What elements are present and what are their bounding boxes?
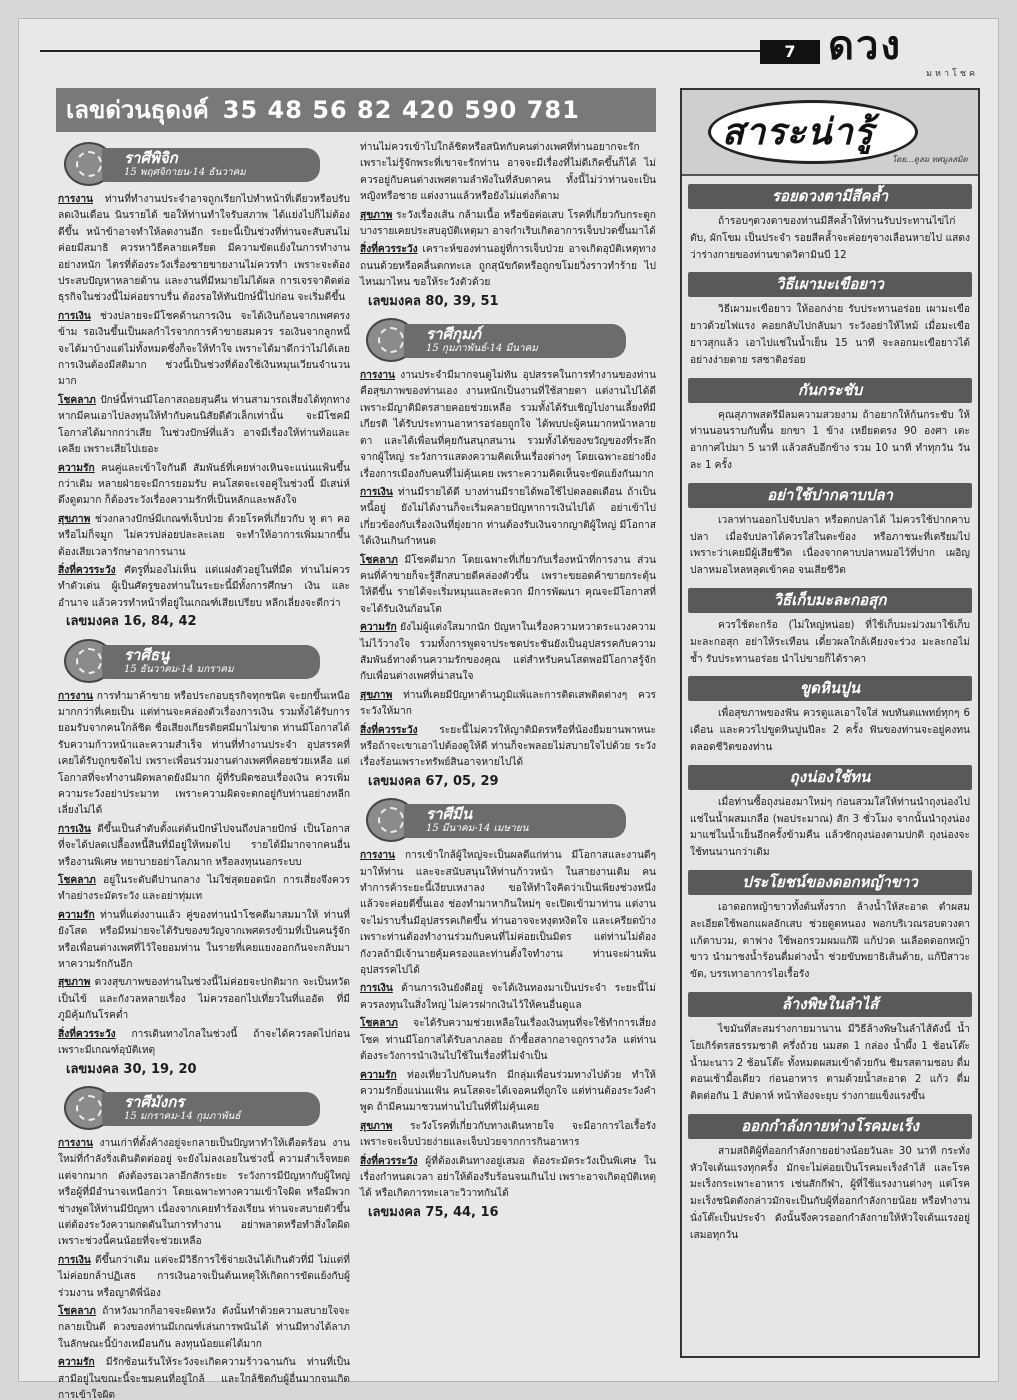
tip-text: ควรใช้ตะกร้อ (ไม่ใหญ่หน่อย) ที่ใช้เก็บมะม่วงมาใช้เก็บมะละกอสุก อย่าให้ระเทือน เดี๋ยวผลใกล้เคียงจะร่วง มะละกอไม่ช้ำ รับประทานอร่อย นำไปขายก็ได้ราคา: [690, 619, 970, 665]
tip-text: เอาดอกหญ้าขาวทั้งต้นทั้งราก ล้างน้ำให้สะอาด ตำผสมละเอียดใช้พอกแผลอักเสบ ช่วยดูดหนอง พอกบริเวณรอบดวงตา แก้ตาบวม, ตาฟาง ใช้พอกรวมผมแก้ฝี แก้ปวด นเลือดดอกหญ้าขาว นำมาชงน้ำร้อนดื่มต่างน้ำ ช่วยขับพยาธิเส้นด้าย, แก้ปีสาวะขัด, บรรเทาอาการไอเรื้อรัง: [690, 901, 970, 981]
sign-ribbon: [404, 324, 626, 358]
paragraph: โชคลาภ ถ้าหวังมากก็อาจจะผิดหวัง ดังนั้นทำด้วยความสบายใจจะกลายเป็นดี ดวงของท่านมีเกณฑ์เล่นการพนันได้ ท่านมีทางได้ลาภในลักษณะนี้บ้างเหมือนกัน ลงทุนน้อยแต่ได้มาก: [58, 1305, 350, 1350]
sign-ribbon: [102, 148, 320, 182]
tip-text: วิธีเผามะเขือยาว ให้ออกง่าย รับประทานอร่อย เผามะเขือยาวด้วยไฟแรง คอยกลับไปกลับมา ระวังอย่าให้ไหม้ เมื่อมะเขือยาวสุกแล้ว เอาไปแช่ในน้ำเย็น 15 นาที จะลอกมะเขือยาวได้อย่างง่ายดาย รสชาติอร่อย: [690, 304, 970, 366]
tip-heading: วิธีเผามะเขือยาว: [688, 272, 972, 297]
sign-header: [360, 318, 656, 362]
logo-text: ดวง: [828, 23, 902, 69]
paragraph: ความรัก ยังไม่ผู้แต่งใสมากนัก ปัญหาในเรื่องความหวาดระแวงความไม่ไว้วางใจ รวมทั้งการพูดจาประชดประชันยังเป็นอุปสรรคกับความสัมพันธ์ทางด้านความรักของคุณ แต่สำหรับคนโสดพอมีโอกาสรู้จักกับเพื่อนต่างเพศที่น่าสนใจ: [360, 622, 656, 683]
paragraph: การเงิน ช่วงปลายจะมีโชคด้านการเงิน จะได้เงินก้อนจากเพศตรงข้าม รอเงินขึ้นเป็นผลกำไรจากการค้าขายสมควร รอเงินจากลูกหนี้จะได้มาบ้างแต่ไม่ทั้งหมดซึ่งก็จะให้ทำใจ เพราะได้มาดีกว่าไม่ได้เลย การเงินต้องมีสติมาก ช่วงนี้เป็นช่วงที่ต้องใช้เงินหมุนเวียนจำนวนมาก: [58, 310, 350, 388]
paragraph: โชคลาภ มีโชคดีมาก โดยเฉพาะที่เกี่ยวกับเรื่องหน้าที่การงาน ส่วนคนที่ค้าขายก็จะรู้สึกสบายดีคล่องตัวขึ้น เพราะขยอดค้าขายกระตุ้นให้ดีขึ้น รายได้จะเริ่มหมุนและสะดวก มีการพัฒนา คุณจะมีโอกาสที่จะได้รับเงินก้อนโต: [360, 554, 656, 615]
tip-text: ถ้ารอบๆดวงตาของท่านมีสีคล้ำให้ท่านรับประทานไข่ไก่ ตับ, ผักโขม เป็นประจำ รอยสีคล้ำจะค่อยๆจางเลือนหายไป แสดงว่าร่างกายของท่านขาดวิตามินบี 12: [690, 216, 970, 261]
tip-heading: ล้างพิษในลำไส้: [688, 992, 972, 1017]
lucky-numbers: เลขมงคล 80, 39, 51: [368, 293, 499, 309]
sign-header: [58, 142, 350, 186]
paragraph: สิ่งที่ควรระวัง ศัตรูที่มองไม่เห็น แต่แฝงตัวอยู่ในที่มืด ท่านไม่ควรทำตัวเด่น ผู้เป็นศัตรูของท่านในระยะนี้มีทั้งการศึกษา เงิน และอำนาจ แล้วควรทำหน้าที่อยู่ในเกณฑ์เสียเปรียบ หลีกเลี่ยงจะดีกว่า: [58, 564, 350, 609]
paragraph: การเงิน ดีขึ้นเป็นลำดับตั้งแต่ต้นปักษ์ไปจนถึงปลายปักษ์ เป็นโอกาสที่จะได้ปลดเปลื้องหนี้สินที่มีอยู่ให้หมดไป รายได้มีมากจากคนอื่นหรืองานพิเศษ หยาบายอย่าโลภมาก หรือลงทุนนอกระบบ: [58, 823, 350, 868]
sign-name: ราศีพิจิก: [124, 149, 178, 167]
column-left: [58, 140, 350, 1400]
sign-header: [360, 798, 656, 842]
paragraph: ท่านไม่ควรเข้าไปใกล้ชิดหรือสนิทกับคนต่างเพศที่ท่านอยากจะรัก เพราะไม่รู้จักพระที่เขาจะรักท่าน อาจจะมีเรื่องที่ไม่ดีเกิดขึ้นก็ได้ ไม่ควรอยู่กับคนต่างเพศตามลำพังในที่ลับตาคน ทั้งนี้ไม่ว่าท่านจะเป็นหญิงหรือชาย แต่งงานแล้วหรือยังไม่แต่งก็ตาม: [360, 142, 656, 203]
tip-heading: ถุงน่องใช้ทน: [688, 765, 972, 790]
paragraph: สิ่งที่ควรระวัง เคราะห์ของท่านอยู่ที่การเจ็บป่วย อาจเกิดอุบัติเหตุทางถนนด้วยหรือคลื่นตกทะเล ถูกสุนัขกัดหรือถูกขโมยวิ่งราวทำร้าย ไปไหนมาไหน ขอให้ระวังตัวด้วย: [360, 244, 656, 289]
tip-text: สามสถิติผู้ที่ออกกำลังกายอย่างน้อยวันละ 30 นาที กระทั่งหัวใจเต้นแรงทุกครั้ง มักจะไม่ค่อยเป็นโรคมะเร็งลำไส้ และโรคมะเร็งกระเพาะอาหาร เช่นสักกีฬา, ผู้ที่ใช้แรงงานต่างๆ แต่โรคมะเร็งชนิดดังกล่าวมักจะเป็นกับผู้ที่ออกกำลังกายน้อย หรือทำงานนั่งโต๊ะเป็นประจำ ดังนั้นจึงควรออกกำลังกายให้หัวใจเต้นแรงอยู่เสมอทุกวัน: [690, 1145, 970, 1241]
sign-name: ราศีมังกร: [124, 1092, 185, 1111]
headline-banner: [56, 88, 656, 132]
paragraph: ความรัก ท่องเที่ยวไปกับคนรัก มีกลุ่มเพื่อนร่วมทางไปด้วย ทำให้ความรักยิ่งแน่นแฟ้น คนโสดจะได้เจอคนที่ถูกใจ แต่ท่านต้องระวังคำพูด ถ้ามีคนมาชวนท่านไปในที่ที่ไม่คุ้นเคย: [360, 1069, 656, 1114]
paragraph: สิ่งที่ควรระวัง การเดินทางไกลในช่วงนี้ ถ้าจะได้ควรลดไปก่อน เพราะมีเกณฑ์อุบัติเหตุ: [58, 1028, 350, 1057]
paragraph: การงาน งานประจำมีมากจนดูไม่ทัน อุปสรรคในการทำงานของท่านคือสุขภาพของท่านเอง งานหนักเป็นงานที่ใช้สายตา แต่งานไปได้ดีเพราะมีญาติมิตรสายคอยช่วยเหลือ รวมทั้งได้รับเชิญไปงานเลี้ยงที่มีเกียรติ ได้รับประทานอาหารอร่อยถูกใจ ได้พบปะผู้คนมากหน้าหลายตา และได้เพื่อนที่คุยกันสนุกสนาน รวมทั้งได้ของขวัญของที่ระลึกจากผู้ใหญ่ ระวังการแสดงความคิดเห็นเรื่องต่างๆ โดยเฉพาะอย่างยิ่งเรื่องการเมืองกับคนที่ไม่คุ้นเคย เพราะความคิดเห็นจะขัดแย้งกันมาก: [360, 370, 656, 480]
paragraph: โชคลาภ จะได้รับความช่วยเหลือในเรื่องเงินทุนที่จะใช้ทำการเสี่ยงโชค ท่านมีโอกาสได้รับลาภลอย ถ้าซื้อสลากอาจถูกรางวัล แต่ท่านต้องระวังการนำเงินไปใช้ในเรื่องที่ไม่จำเป็น: [360, 1018, 656, 1063]
lucky-numbers: เลขมงคล 30, 19, 20: [66, 1061, 197, 1077]
sign-ribbon: [102, 645, 320, 679]
paragraph: การเงิน ด้านการเงินยังดีอยู่ จะได้เงินทองมาเป็นประจำ ระยะนี้ไม่ควรลงทุนในสิ่งใหญ่ ไม่ควรฝากเงินไว้ให้คนอื่นดูแล: [360, 983, 656, 1011]
tip-heading: วิธีเก็บมะละกอสุก: [688, 588, 972, 613]
sign-ribbon: [404, 804, 626, 838]
paragraph: การเงิน ดีขึ้นกว่าเดิม แต่จะมีวิธีการใช้จ่ายเงินได้เกินตัวที่มี ไม่แต่ที่ไม่ค่อยกล้าปฏิเสธ การเงินอาจเป็นต้นเหตุให้เกิดการขัดแย้งกับผู้ร่วมงาน หรือญาติพี่น้อง: [58, 1254, 350, 1299]
tip-heading: ขูดหินปูน: [688, 676, 972, 701]
header-rule: [40, 50, 760, 52]
paragraph: ความรัก ท่านที่แต่งงานแล้ว คู่ของท่านนำโชคดีมาสมมาให้ ท่านที่ยังโสด หรือมีหม่ายจะได้รับของขวัญจากเพศตรงข้ามที่เป็นคนรู้จัก หรือเพื่อนต่างเพศที่ไว้ใจยอมท่าน ในรายที่เคยแยงออกกันจะกลับมาหาความรักกันอีก: [58, 909, 350, 971]
tip-text: เพื่อสุขภาพของฟัน ควรดูแลเอาใจใส่ พบทันตแพทย์ทุกๆ 6 เดือน และควรไปขูดหินปูนปีละ 2 ครั้ง ฟันของท่านจะอยู่คงทนตลอดชีวิตของท่าน: [690, 708, 970, 753]
paragraph: ความรัก มีรักซ้อนเร้นให้ระวังจะเกิดความร้าวฉานกัน ท่านที่เป็นสามีอยู่ในขณะนี้จะชมคนที่อยู่ใกล้ และใกล้ชิดกับผู้อื่นมากจนเกิดการเข้าใจผิด: [58, 1357, 350, 1400]
paragraph: สุขภาพ ท่านที่เคยมีปัญหาด้านภูมิแพ้และการติดเสพติดต่างๆ ควรระวังให้มาก: [360, 689, 656, 718]
paragraph: การงาน การเข้าใกล้ผู้ใหญ่จะเป็นผลดีแก่ท่าน มีโอกาสและงานดีๆ มาให้ท่าน และจะสนับสนุนให้ท่านก้าวหน้า ในสายงานเดิม คนทำการค้าระยะนี้เงียบเหงาลง ขอให้ทำใจคิดว่าเป็นเพียงช่วงหนึ่ง แล้วจะค่อยดีขึ้นเอง ช่องทำมาหากินใหม่ๆ จะเปิดเข้ามาท่าน แต่งานจะไม่ราบรื่นมีอุปสรรคเกิดขึ้น ท่านอาจจะหงุดหงิดใจ และเครียดบ้าง เพราะท่านต้องทำงานร่วมกับคนที่ไม่ค่อยเป็นมิตร แต่ท่านไม่ต้องกังวลถ้ามีเจ้านายคุ้มครองและท่านตั้งใจทำงาน ท่านจะผ่านพ้นอุปสรรคไปได้: [360, 850, 656, 977]
sign-dates: 15 มกราคม-14 กุมภาพันธ์: [124, 1110, 241, 1122]
tip-heading: อย่าใช้ปากคาบปลา: [688, 483, 972, 508]
tip-heading: ประโยชน์ของดอกหญ้าขาว: [688, 870, 972, 895]
paragraph: สุขภาพ ระวังโรคที่เกี่ยวกับทางเดินหายใจ จะมีอาการไอเรื้อรัง เพราะจะเจ็บป่วยง่ายและเจ็บป่วยจากการกินอาหาร: [360, 1120, 656, 1149]
paragraph: สุขภาพ ช่วงกลางปักษ์มีเกณฑ์เจ็บป่วย ด้วยโรคที่เกี่ยวกับ หู ตา คอ หรือไม่ก็จมูก ไม่ควรปล่อยปละละเลย จะทำให้อาการเพิ่มมากขึ้น ต้องเสียเวลารักษาอาการนาน: [58, 513, 350, 558]
knowledge-title-panel: [682, 90, 978, 176]
paragraph: การเงิน ท่านมีรายได้ดี บางท่านมีรายได้พอใช้ไปตลอดเดือน ถ้าเป็นหนี้อยู่ ยังไม่ได้งานก็จะเริ่มคลายปัญหาการเงินไปได้ อย่าเข้าไปเกี่ยวข้องกับเรื่องเงินที่ยุ่งยาก ท่านต้องรับเงินจากญาติผู้ใหญ่ มีโอกาสได้เงินเกินกำหนด: [360, 486, 656, 548]
tip-text: ไขมันที่สะสมร่างกายมานาน มีวิธีล้างพิษในลำไส้ดังนี้ น้ำโยเกิร์ตรสธรรมชาติ ครึ่งถ้วย นมสด 1 กล่อง น้ำผึ้ง 1 ช้อนโต๊ะ น้ำมะนาว 2 ช้อนโต๊ะ ทั้งหมดผสมเข้าด้วยกัน ชิมรสตามชอบ ดื่มตอนเช้ามื้อเดียว ก่อนอาหาร ตามด้วยน้ำสะอาด 2 แก้ว ดื่มติดต่อกัน 1 สัปดาห์ หน้าท้องจะยุบ ร่างกายแข็งแรงขึ้น: [690, 1023, 970, 1103]
sign-name: ราศีธนู: [124, 645, 170, 664]
paragraph: สุขภาพ ระวังเรื่องเส้น กล้ามเนื้อ หรือข้อต่อเสบ โรคที่เกี่ยวกับกระดูก บางรายเคยประสบอุบัติเหตุมา อาจกำเริบเกิดอาการเจ็บปวดขึ้นมาได้: [360, 209, 656, 238]
lucky-numbers: เลขมงคล 16, 84, 42: [66, 614, 197, 630]
paragraph: สิ่งที่ควรระวัง ระยะนี้ไม่ควรให้ญาติมิตรหรือที่น้องยืมยานพาหนะ หรือถ้าจะเขาเอาไปต้องดูให้ดี ท่านก็จะพลอยไม่สบายใจไปด้วย ระวังเรื่องร้อนเพราะทรัพย์สินอาจหายไปได้: [360, 724, 656, 769]
paragraph: โชคลาภ อยู่ในระดับดีปานกลาง ไม่ใช่สุดยอดนัก การเสี่ยงจึงควรทำอย่างระมัดระวัง และอย่าทุ่มเท: [58, 875, 350, 903]
page-number: 7: [760, 40, 820, 64]
knowledge-title: สาระน่ารู้: [722, 111, 875, 153]
tip-text: เมื่อท่านซื้อถุงน่องมาใหม่ๆ ก่อนสวมใส่ให้ท่านนำถุงน่องไปแช่ในน้ำผสมเกลือ (พอประมาณ) สัก 3 ชั่วโมง จากนั้นนำถุงน่องมาแช่ในน้ำเย็นอีกครั้งข้ามคืน แล้วซักถุงน่องตามปกติ ถุงน่องจะใช้ทนนานกว่าเดิม: [690, 796, 970, 859]
column-middle: [360, 140, 656, 1229]
sign-header: [58, 1086, 350, 1130]
sign-dates: 15 พฤศจิกายน-14 ธันวาคม: [124, 167, 246, 178]
paragraph: การงาน งานเก่าที่ตั้งค้างอยู่จะกลายเป็นปัญหาทำให้เดือดร้อน งานใหม่ที่กำลังริ่งเดินติดต่ออยู่ จะยังไม่ลงเอยในช่วงนี้ ความสำเร็จหยดแต่จากมาก ดังต้องรอเวลาอีกสักระยะ ระวังการมีปัญหากับผู้ใหญ่ หรือผู้ที่มีอำนาจเหนือกว่า โดยเฉพาะทางความเข้าใจผิด หรือมีพวกช่างพูดให้ท่านมีปัญหา เนื่องจากเคยทำร้องเรียน ท่านจะสบายตัวขึ้น แต่ต้องระวังความกดดันในการทำงาน อย่าพลาดหรือทำสิ่งใดผิด เพราะช่วงนี้คนน้อยที่จะช่วยเหลือ: [58, 1137, 350, 1248]
paragraph: ความรัก คนคู่และเข้าใจกันดี สัมพันธ์ที่เคยห่างเหินจะแน่นแฟ้นขึ้นกว่าเดิม หลายฝ่ายจะมีการยอมรับ คนโสดจะเจอคู่ในช่วงนี้ มีเสน่ห์ดึงดูดมาก ก็ต้องระวังเรื่องความรักที่เป็นหลักและพลังใจ: [58, 462, 350, 507]
sign-header: [58, 639, 350, 683]
knowledge-box: [680, 88, 980, 1358]
tip-text: เวลาท่านออกไปจับปลา หรือตกปลาได้ ไม่ควรใช้ปากคาบปลา เมื่อจับปลาได้ควรใส่ในตะข้อง หรือภาชนะที่เตรียมไป เพราะว่าเคยมีผู้เสียชีวิต เนื่องจากคาบปลาหมอไว้ที่ปาก เผอิญปลาหมอไหลหลุดเข้าคอ จนเสียชีวิต: [690, 514, 970, 577]
magazine-logo: [828, 23, 978, 79]
sign-dates: 15 ธันวาคม-14 มกราคม: [124, 663, 234, 675]
tip-heading: ออกกำลังกายห่างโรคมะเร็ง: [688, 1114, 972, 1139]
lucky-numbers: เลขมงคล 67, 05, 29: [368, 773, 499, 789]
paragraph: โชคลาภ ปักษ์นี้ท่านมีโอกาสถอยสุนคืน ท่านสามารถเสี่ยงได้ทุกทาง หากมีคนเอาไปลงทุนให้ทำกับคนนิสัยดีตัวเล็กเท่านั้น จะมีโชคมีโอกาสได้มากกว่าเสีย ในช่วงปักษ์ที่แล้ว อาจมีเรื่องให้ท่านท้อและเคลีย เพราะเสียไปเยอะ: [58, 394, 350, 456]
column-right: [680, 88, 980, 1358]
banner-title: เลขด่วนธุดงค์: [66, 96, 209, 124]
tip-heading: รอยดวงตามีสีคล้ำ: [688, 184, 972, 209]
lucky-numbers: เลขมงคล 75, 44, 16: [368, 1204, 499, 1220]
knowledge-byline: โดย...ดูลม ทศมูลสมิต: [892, 155, 968, 164]
sign-name: ราศีมีน: [426, 805, 473, 824]
sign-ribbon: [102, 1092, 320, 1126]
paragraph: สิ่งที่ควรระวัง ผู้ที่ต้องเดินทางอยู่เสมอ ต้องระมัดระวังเป็นพิเศษ ในเรื่องกำหนดเวลา อย่าให้ต้องรีบร้อนจนเกินไป เพราะอาจเกิดอุบัติเหตุได้ หรือเกิดการทะเลาะวิวาทกันได้: [360, 1155, 656, 1200]
logo-subtitle: มหาโชค: [926, 69, 978, 79]
sign-dates: 15 มีนาคม-14 เมษายน: [426, 823, 529, 835]
tip-text: คุณสุภาพสตรีมีลมความสวยงาม ถ้าอยากให้ก้นกระชับ ให้ท่านนอนราบกับพื้น ยกขา 1 ข้าง เหยียดตรง 90 องศา เตะอากาศไปมา 5 นาที แล้วสลับอีกข้าง รวม 10 นาที ทำทุกวัน วันละ 1 ครั้ง: [690, 409, 970, 471]
paragraph: สุขภาพ ดวงสุขภาพของท่านในช่วงนี้ไม่ค่อยจะปกติมาก จะเป็นหวัดเป็นไข้ และกังวลหลายเรื่อง ไม่ควรออกไปเที่ยวในที่แออัด ที่มีภูมิคุ้มกันโรคต่ำ: [58, 977, 350, 1022]
sign-dates: 15 กุมภาพันธ์-14 มีนาคม: [426, 343, 538, 355]
sign-name: ราศีกุมภ์: [426, 325, 481, 344]
paragraph: การงาน การทำมาค้าขาย หรือประกอบธุรกิจทุกชนิด จะยกขึ้นเหนือมากกว่าที่เคยเป็น แต่ท่านจะคล่องตัวเรื่องการเงิน รวมทั้งได้รับการยอมรับจากคนใกล้ชิด ชื่อเสียงเกียรติยศมีมาไม่ขาด ท่านมีโอกาสได้รับความก้าวหน้าและความสำเร็จ ท่านที่ทำงานประจำ อุปสรรคที่เคยได้รับถูกขจัดไป เพราะเพื่อนร่วมงานต่างเพศที่คอยช่วยเหลือ แต่โอกาสที่จะทำงานผิดพลาดยังมีมาก ผู้ที่รับผิดชอบเรื่องเงิน ควรเพิ่มความระวังอย่าประมาท เพราะความผิดจะตกอยู่กับท่านอย่างหลีกเลี่ยงไม่ได้: [58, 690, 350, 817]
tip-heading: กันกระชับ: [688, 378, 972, 403]
paragraph: การงาน ท่านที่ทำงานประจำอาจถูกเรียกไปทำหน้าที่เดียวหรือปรับลดเงินเดือน นินรายได้ ขอให้ท่านทำใจรับสภาพ ได้แย่งไปก็ไม่ต้องดีขึ้น หน้าข้าอาจทำให้ลดงานอีก ระยะนี้เป็นช่วงที่ท่านจะสับสนไม่ค่อยมีสมาธิ ควรหาวิธีคลายเครียด มีความขัดแย้งในการทำงานอย่างหนัก ไตรที่ต้องระวังเรื่องชายขายงานไม่ควรทำ เพราะจะต้องประสบปัญหาหลายด้าน และงานที่มีหมายไม่ได้ผล การเจรจาติดต่อธุรกิจในช่วงนี้ไม่ค่อยราบรื่น ต้องรอให้ทันปักษ์นี้ไปก่อน จะเริ่มดีขึ้น: [58, 194, 350, 304]
banner-numbers: 35 48 56 82 420 590 781: [222, 96, 580, 124]
